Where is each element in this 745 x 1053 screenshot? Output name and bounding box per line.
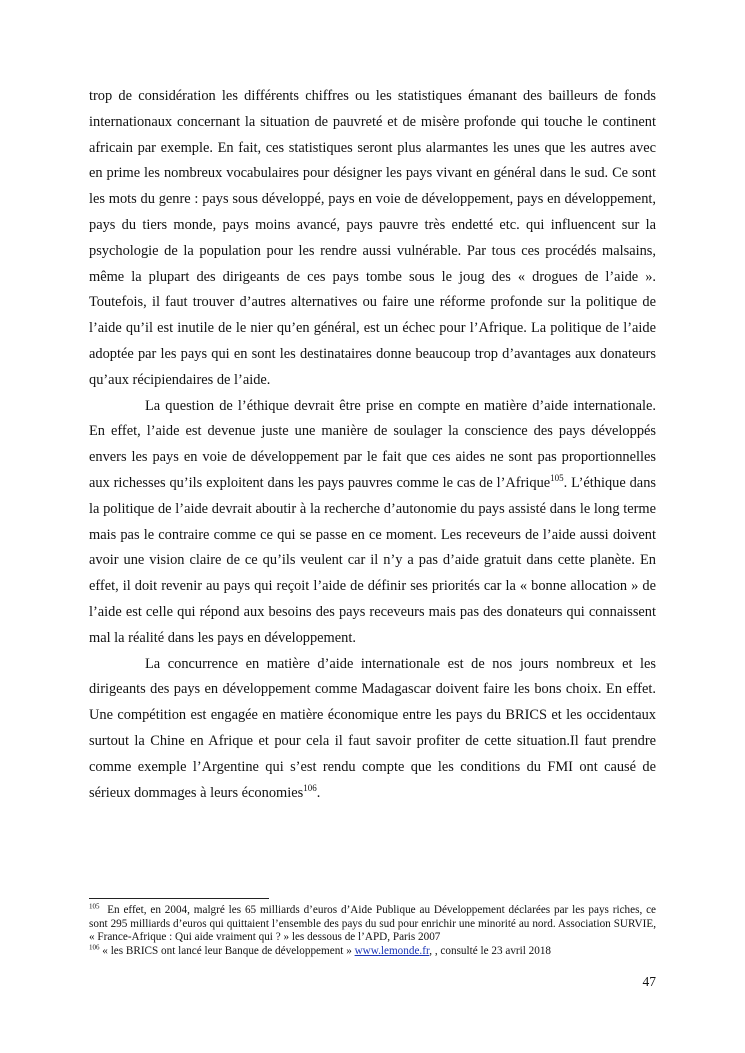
footnote-text: En effet, en 2004, malgré les 65 milliards d’euros d’Aide Publique au Développement déclarées par les pays riches, ce sont 295 milliards d’euros qui quittaient l’ensemble des pays du sud pour enrichir une minorité au nord. Association SURVIE, « France-Afrique : Qui aide vraiment qui ? » les dessous de l’APD, Paris 2007 xyxy=(89,904,657,944)
paragraph-3-text-a: La concurrence en matière d’aide internationale est de nos jours nombreux et les dirigeants des pays en développement comme Madagascar doivent faire les bons choix. En effet. Une compétition est engagée en matière économique entre les pays du BRICS et les occidentaux surtout la Chine en Afrique et pour cela il faut savoir profiter de cette situation.Il faut prendre comme exemple l’Argentine qui s’est rendu compte que les conditions du FMI ont causé de sérieux dommages à leurs économies xyxy=(89,655,656,801)
footnote-105 xyxy=(89,904,656,945)
paragraph-3 xyxy=(89,652,656,807)
footnote-text-after-link: , , consulté le 23 avril 2018 xyxy=(429,944,552,957)
paragraph-1: trop de considération les différents chiffres ou les statistiques émanant des bailleurs de fonds internationaux concernant la situation de pauvreté et de misère profonde qui touche le continent africain par exemple. En fait, ces statistiques seront plus alarmantes les unes que les autres avec en prime les nombreux vocabulaires pour désigner les pays vivant en général dans le sud. Ce sont les mots du genre : pays sous développé, pays en voie de développement, pays en développement, pays du tiers monde, pays moins avancé, pays pauvre très endetté etc. qui influencent sur la psychologie de la population pour les rendre aussi vulnérable. Par tous ces procédés malsains, même la plupart des dirigeants de ces pays tombe sous le joug des « drogues de l’aide ». Toutefois, il faut trouver d’autres alternatives ou faire une réforme profonde sur la politique de l’aide qu’il est inutile de le nier qu’en général, est un échec pour l’Afrique. La politique de l’aide adoptée par les pays qui en sont les destinataires donne beaucoup trop d’avantages aux donateurs qu’aux récipiendaires de l’aide. xyxy=(89,88,656,388)
footnote-number: 105 xyxy=(89,902,100,911)
paragraph-2 xyxy=(89,394,656,652)
footnotes xyxy=(89,904,656,958)
footnote-number: 106 xyxy=(89,943,100,952)
footnote-ref-106[interactable]: 106 xyxy=(303,782,317,793)
footnote-link[interactable]: www.lemonde.fr xyxy=(354,944,430,957)
paragraph-3-text-b: . xyxy=(316,784,321,801)
footnote-ref-105[interactable]: 105 xyxy=(550,473,564,484)
paragraph-2-text-b: . L’éthique dans la politique de l’aide devrait aboutir à la recherche d’autonomie du pays assisté dans le long terme mais pas le contraire comme ce qui se passe en ce moment. Les receveurs de l’aide aussi doivent avoir une vision claire de ce qu’ils veulent car il n’y a pas d’aide gratuit dans cette planète. En effet, il doit revenir au pays qui reçoit l’aide de définir ses priorités car la « bonne allocation » de l’aide est celle qui répond aux besoins des pays receveurs mais pas des donateurs qui connaissent mal la réalité dans les pays en développement. xyxy=(89,474,656,646)
footnote-text-before-link: « les BRICS ont lancé leur Banque de développement » xyxy=(102,944,355,957)
footnote-separator xyxy=(89,898,269,899)
page-number: 47 xyxy=(642,974,656,989)
footnote-106 xyxy=(89,945,656,959)
paragraph-2-text-a: La question de l’éthique devrait être prise en compte en matière d’aide internationale. En effet, l’aide est devenue juste une manière de soulager la conscience des pays développés envers les pays en voie de développement par le fait que ces aides ne sont pas proportionnelles aux richesses qu’ils exploitent dans les pays pauvres comme le cas de l’Afrique xyxy=(89,397,656,491)
body-text xyxy=(89,84,656,806)
